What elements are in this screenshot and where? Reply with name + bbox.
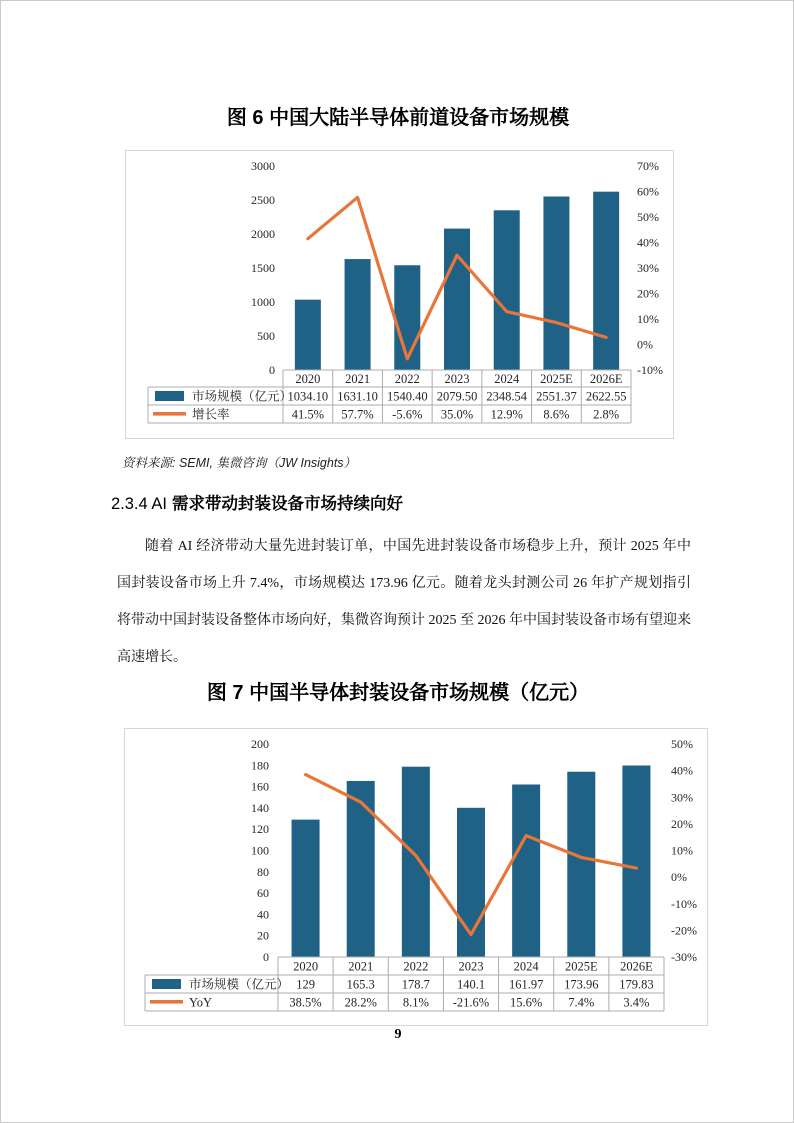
left-axis-tick: 60: [257, 886, 269, 901]
left-axis-tick: 200: [251, 737, 269, 751]
bar-2023: [444, 229, 470, 370]
left-axis-tick: 2500: [251, 193, 275, 207]
category-label: 2023: [458, 959, 484, 974]
right-axis-tick: 0%: [637, 337, 653, 352]
left-axis-tick: 0: [269, 363, 275, 377]
bar-2021: [347, 781, 375, 957]
left-axis-tick: 3000: [251, 159, 275, 173]
category-label: 2026E: [620, 959, 653, 974]
table-value: 41.5%: [291, 407, 325, 422]
table-value: 35.0%: [440, 407, 474, 422]
figure7-chart-frame: [124, 728, 708, 1026]
left-axis-tick: 500: [257, 329, 275, 343]
right-axis-tick: -30%: [671, 950, 697, 964]
bar-2025E: [543, 197, 569, 370]
bar-2024: [512, 785, 540, 957]
category-label: 2024: [513, 959, 539, 974]
legend-label: 市场规模（亿元）: [192, 389, 293, 404]
section-heading-number: 2.3.4 AI: [111, 495, 167, 513]
right-axis-tick: 0%: [671, 870, 687, 885]
category-label: 2023: [444, 372, 470, 386]
right-axis-tick: -10%: [637, 363, 663, 377]
right-axis-tick: 10%: [637, 312, 659, 326]
category-label: 2024: [494, 372, 520, 386]
left-axis-tick: 180: [251, 758, 269, 773]
bar-2026E: [622, 765, 650, 957]
right-axis-tick: 30%: [671, 790, 693, 805]
section-heading: [111, 490, 403, 514]
body-paragraph: 随着 AI 经济带动大量先进封装订单，中国先进封装设备市场稳步上升，预计 2025 年中国封装设备市场上升 7.4%，市场规模达 173.96 亿元。随着龙头封测公司 26 年扩产规划指引将带动中国封装设备整体市场向好，集微咨询预计 2025 至 2026 年中国封装设备市场有望迎来高速增长。: [117, 539, 691, 665]
left-axis-tick: 160: [251, 779, 269, 794]
category-label: 2022: [394, 372, 420, 386]
bar-2025E: [567, 772, 595, 957]
figure7-chart: [125, 729, 707, 1025]
table-value: 161.97: [508, 977, 544, 992]
table-value: 2551.37: [536, 389, 577, 404]
table-value: 8.1%: [402, 995, 429, 1010]
right-axis-tick: 70%: [637, 159, 659, 173]
right-axis-tick: 10%: [671, 843, 693, 858]
bar-2020: [292, 820, 320, 957]
table-value: 28.2%: [344, 995, 377, 1010]
left-axis-tick: 20: [257, 928, 269, 943]
right-axis-tick: 20%: [637, 286, 659, 301]
table-value: 12.9%: [490, 407, 523, 422]
figure7-title: 图 7 中国半导体封装设备市场规模（亿元）: [206, 682, 590, 704]
category-label: 2020: [293, 959, 319, 974]
table-value: 179.83: [619, 977, 654, 992]
right-axis-tick: 50%: [671, 737, 693, 751]
table-value: 8.6%: [543, 407, 570, 422]
source-note: 资料来源: SEMI, 集微咨询（JW Insights）: [122, 456, 357, 470]
right-axis-tick: 40%: [637, 235, 659, 250]
left-axis-tick: 140: [251, 800, 269, 815]
left-axis-tick: 80: [257, 864, 269, 879]
left-axis-tick: 120: [251, 822, 269, 837]
right-axis-tick: 40%: [671, 763, 693, 778]
right-axis-tick: 60%: [637, 184, 659, 199]
figure6-chart-frame: [125, 150, 674, 439]
legend-bar-swatch: [152, 979, 181, 989]
table-value: 57.7%: [341, 407, 374, 422]
table-value: 173.96: [564, 977, 599, 992]
legend-bar-swatch: [155, 391, 184, 401]
left-axis-tick: 1000: [251, 295, 275, 309]
table-value: 140.1: [456, 977, 486, 992]
left-axis-tick: 0: [263, 950, 269, 964]
table-value: 178.7: [401, 977, 430, 992]
table-value: 2622.55: [585, 389, 627, 404]
left-axis-tick: 1500: [251, 261, 275, 275]
left-axis-tick: 2000: [251, 227, 275, 241]
left-axis-tick: 100: [251, 843, 269, 858]
right-axis-tick: 50%: [637, 210, 659, 224]
table-value: 7.4%: [568, 995, 595, 1010]
category-label: 2025E: [564, 959, 598, 974]
bar-2020: [295, 300, 321, 370]
table-value: 2.8%: [593, 407, 620, 422]
page-number: 9: [394, 1027, 402, 1042]
legend-line-swatch: [150, 1000, 183, 1004]
category-label: 2020: [295, 372, 321, 386]
category-label: 2025E: [540, 372, 573, 386]
table-value: -5.6%: [392, 407, 423, 422]
category-label: 2021: [348, 959, 374, 974]
figure6-chart: [126, 151, 673, 438]
table-value: 1540.40: [386, 389, 428, 404]
legend-label: 增长率: [192, 407, 230, 422]
category-label: 2026E: [589, 372, 623, 386]
right-axis-tick: -10%: [671, 896, 697, 911]
section-heading-text: 需求带动封装设备市场持续向好: [171, 495, 403, 513]
table-value: 1631.10: [337, 389, 378, 404]
table-value: 15.6%: [509, 995, 543, 1010]
category-label: 2022: [403, 959, 429, 974]
table-value: 3.4%: [623, 995, 650, 1010]
table-value: 165.3: [346, 977, 375, 992]
table-value: 1034.10: [287, 389, 329, 404]
figure6-title: 图 6 中国大陆半导体前道设备市场规模: [226, 107, 570, 129]
left-axis-tick: 40: [257, 907, 269, 922]
bar-2024: [494, 210, 520, 370]
table-value: 129: [296, 977, 315, 992]
bar-2022: [402, 767, 430, 957]
legend-line-swatch: [153, 412, 186, 416]
bar-2026E: [593, 192, 619, 370]
right-axis-tick: -20%: [671, 923, 697, 938]
table-value: 2079.50: [436, 389, 478, 404]
table-value: 38.5%: [289, 995, 322, 1010]
table-value: -21.6%: [452, 995, 490, 1010]
category-label: 2021: [345, 372, 371, 386]
legend-label: 市场规模（亿元）: [189, 977, 290, 992]
bar-2021: [345, 259, 371, 370]
legend-label: YoY: [189, 995, 213, 1010]
right-axis-tick: 30%: [637, 261, 659, 275]
table-value: 2348.54: [486, 389, 528, 404]
right-axis-tick: 20%: [671, 816, 693, 831]
